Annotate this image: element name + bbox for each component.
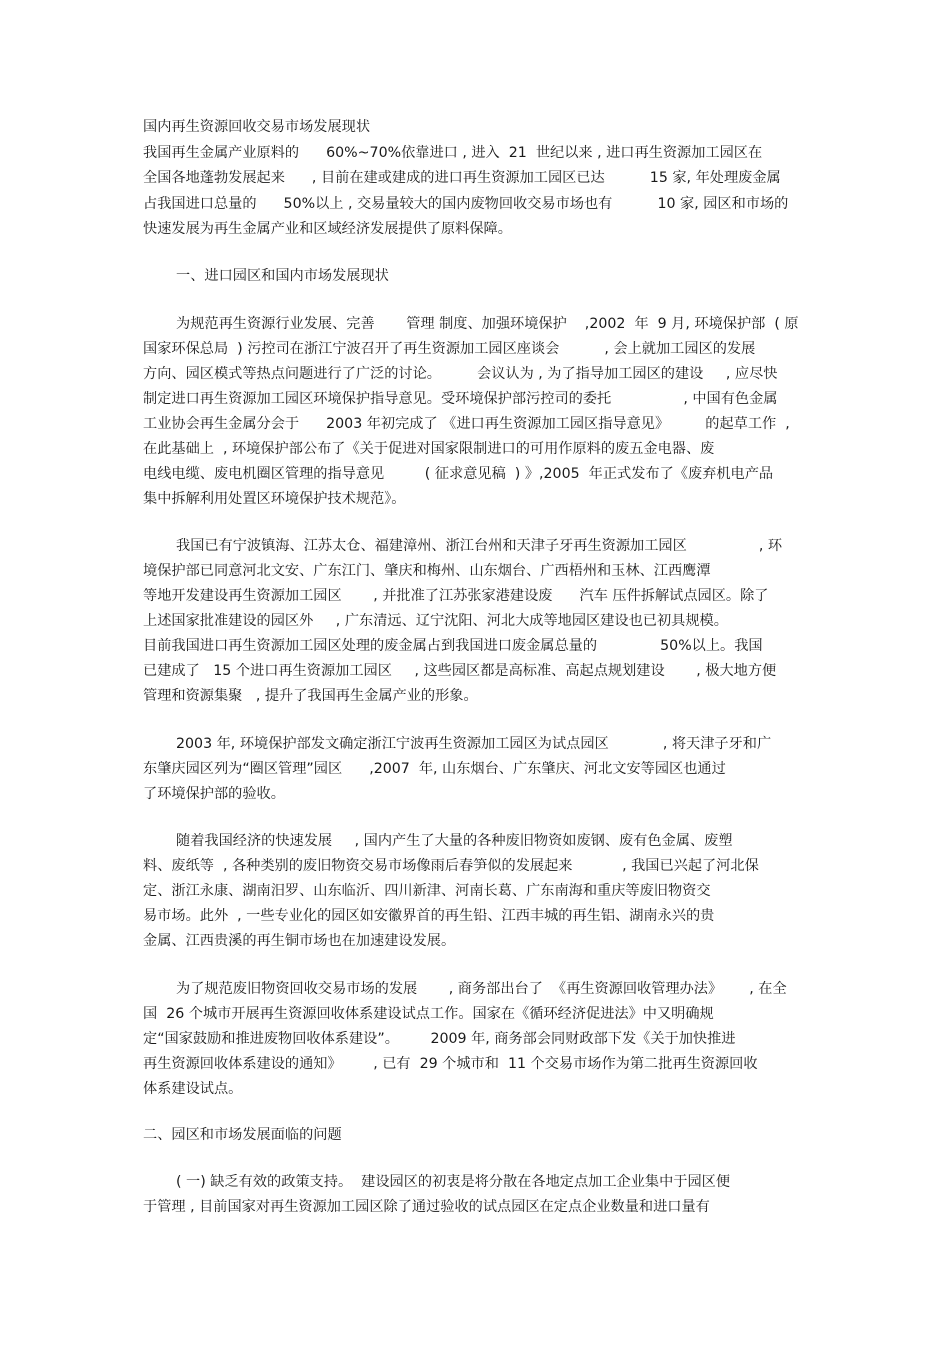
text-line: 管理和资源集聚 , 提升了我国再生金属产业的形象。: [143, 688, 478, 704]
text-line: 制定进口再生资源加工园区环境保护指导意见。受环境保护部污控司的委托 , 中国有色金属: [143, 391, 778, 407]
text-line: 金属、江西贵溪的再生铜市场也在加速建设发展。: [143, 933, 456, 949]
text-line: 我国再生金属产业原料的 60%~70%依靠进口 , 进入 21 世纪以来 , 进口再生资源加工园区在: [143, 145, 763, 161]
text-line: 料、废纸等 , 各种类别的废旧物资交易市场像雨后春笋似的发展起来 , 我国已兴起了河北保: [143, 858, 759, 874]
text-line: 了环境保护部的验收。: [143, 786, 285, 802]
text-line: 已建成了 15 个进口再生资源加工园区 , 这些园区都是高标准、高起点规划建设 , 极大地方便: [143, 663, 777, 679]
text-line: 占我国进口总量的 50%以上 , 交易量较大的国内废物回收交易市场也有 10 家, 园区和市场的: [143, 196, 789, 212]
text-line: 定“国家鼓励和推进废物回收体系建设”。 2009 年, 商务部会同财政部下发《关于加快推进: [143, 1031, 736, 1047]
text-line: 等地开发建设再生资源加工园区 , 并批准了江苏张家港建设废 汽车 压件拆解试点园区。除了: [143, 588, 769, 604]
text-line: 东肇庆园区列为“圈区管理”园区 ,2007 年, 山东烟台、广东肇庆、河北文安等园区也通过: [143, 761, 726, 777]
text-line: 上述国家批准建设的园区外 , 广东清远、辽宁沈阳、河北大成等地园区建设也已初具规模。: [143, 613, 728, 629]
text-line: 于管理 , 目前国家对再生资源加工园区除了通过验收的试点园区在定点企业数量和进口量有: [143, 1199, 710, 1215]
text-line: 目前我国进口再生资源加工园区处理的废金属占到我国进口废金属总量的 50%以上。我国: [143, 638, 763, 654]
text-line: 定、浙江永康、湖南汨罗、山东临沂、四川新津、河南长葛、广东南海和重庆等废旧物资交: [143, 883, 711, 899]
text-line: 再生资源回收体系建设的通知》 , 已有 29 个城市和 11 个交易市场作为第二批再生资源回收: [143, 1056, 758, 1072]
text-line: 为规范再生资源行业发展、完善 管理 制度、加强环境保护 ,2002 年 9 月, 环境保护部 ( 原: [176, 316, 799, 332]
text-line: 工业协会再生金属分会于 2003 年初完成了 《进口再生资源加工园区指导意见》 的起草工作 ,: [143, 416, 790, 432]
text-line: 体系建设试点。: [143, 1081, 243, 1097]
text-line: 集中拆解利用处置区环境保护技术规范》。: [143, 491, 406, 507]
text-line: 国 26 个城市开展再生资源回收体系建设试点工作。国家在《循环经济促进法》中又明确规: [143, 1006, 714, 1022]
text-line: 方向、园区模式等热点问题进行了广泛的讨论。 会议认为 , 为了指导加工园区的建设 , 应尽快: [143, 366, 778, 382]
text-line: 为了规范废旧物资回收交易市场的发展 , 商务部出台了 《再生资源回收管理办法》 , 在全: [176, 981, 787, 997]
text-line: 电线电缆、废电机圈区管理的指导意见 ( 征求意见稿 ) 》,2005 年正式发布了《废弃机电产品: [143, 466, 774, 482]
document-title: 国内再生资源回收交易市场发展现状: [143, 119, 371, 135]
text-line: 我国已有宁波镇海、江苏太仓、福建漳州、浙江台州和天津子牙再生资源加工园区 , 环: [176, 538, 783, 554]
text-line: 快速发展为再生金属产业和区域经济发展提供了原料保障。: [143, 221, 512, 237]
text-line: 2003 年, 环境保护部发文确定浙江宁波再生资源加工园区为试点园区 , 将天津子牙和广: [176, 736, 772, 752]
text-line: ( 一) 缺乏有效的政策支持。 建设园区的初衷是将分散在各地定点加工企业集中于园区便: [176, 1174, 731, 1190]
text-line: 随着我国经济的快速发展 , 国内产生了大量的各种废旧物资如废钢、废有色金属、废塑: [176, 833, 733, 849]
text-line: 全国各地蓬勃发展起来 , 目前在建或建成的进口再生资源加工园区已达 15 家, 年处理废金属: [143, 170, 781, 186]
section-heading: 一、进口园区和国内市场发展现状: [176, 268, 389, 284]
text-line: 易市场。此外 , 一些专业化的园区如安徽界首的再生铅、江西丰城的再生铝、湖南永兴的贵: [143, 908, 715, 924]
text-line: 在此基础上 , 环境保护部公布了《关于促进对国家限制进口的可用作原料的废五金电器、废: [143, 441, 715, 457]
text-line: 境保护部已同意河北文安、广东江门、肇庆和梅州、山东烟台、广西梧州和玉林、江西鹰潭: [143, 563, 711, 579]
section-heading: 二、园区和市场发展面临的问题: [143, 1127, 342, 1143]
text-line: 国家环保总局 ) 污控司在浙江宁波召开了再生资源加工园区座谈会 , 会上就加工园区的发展: [143, 341, 756, 357]
